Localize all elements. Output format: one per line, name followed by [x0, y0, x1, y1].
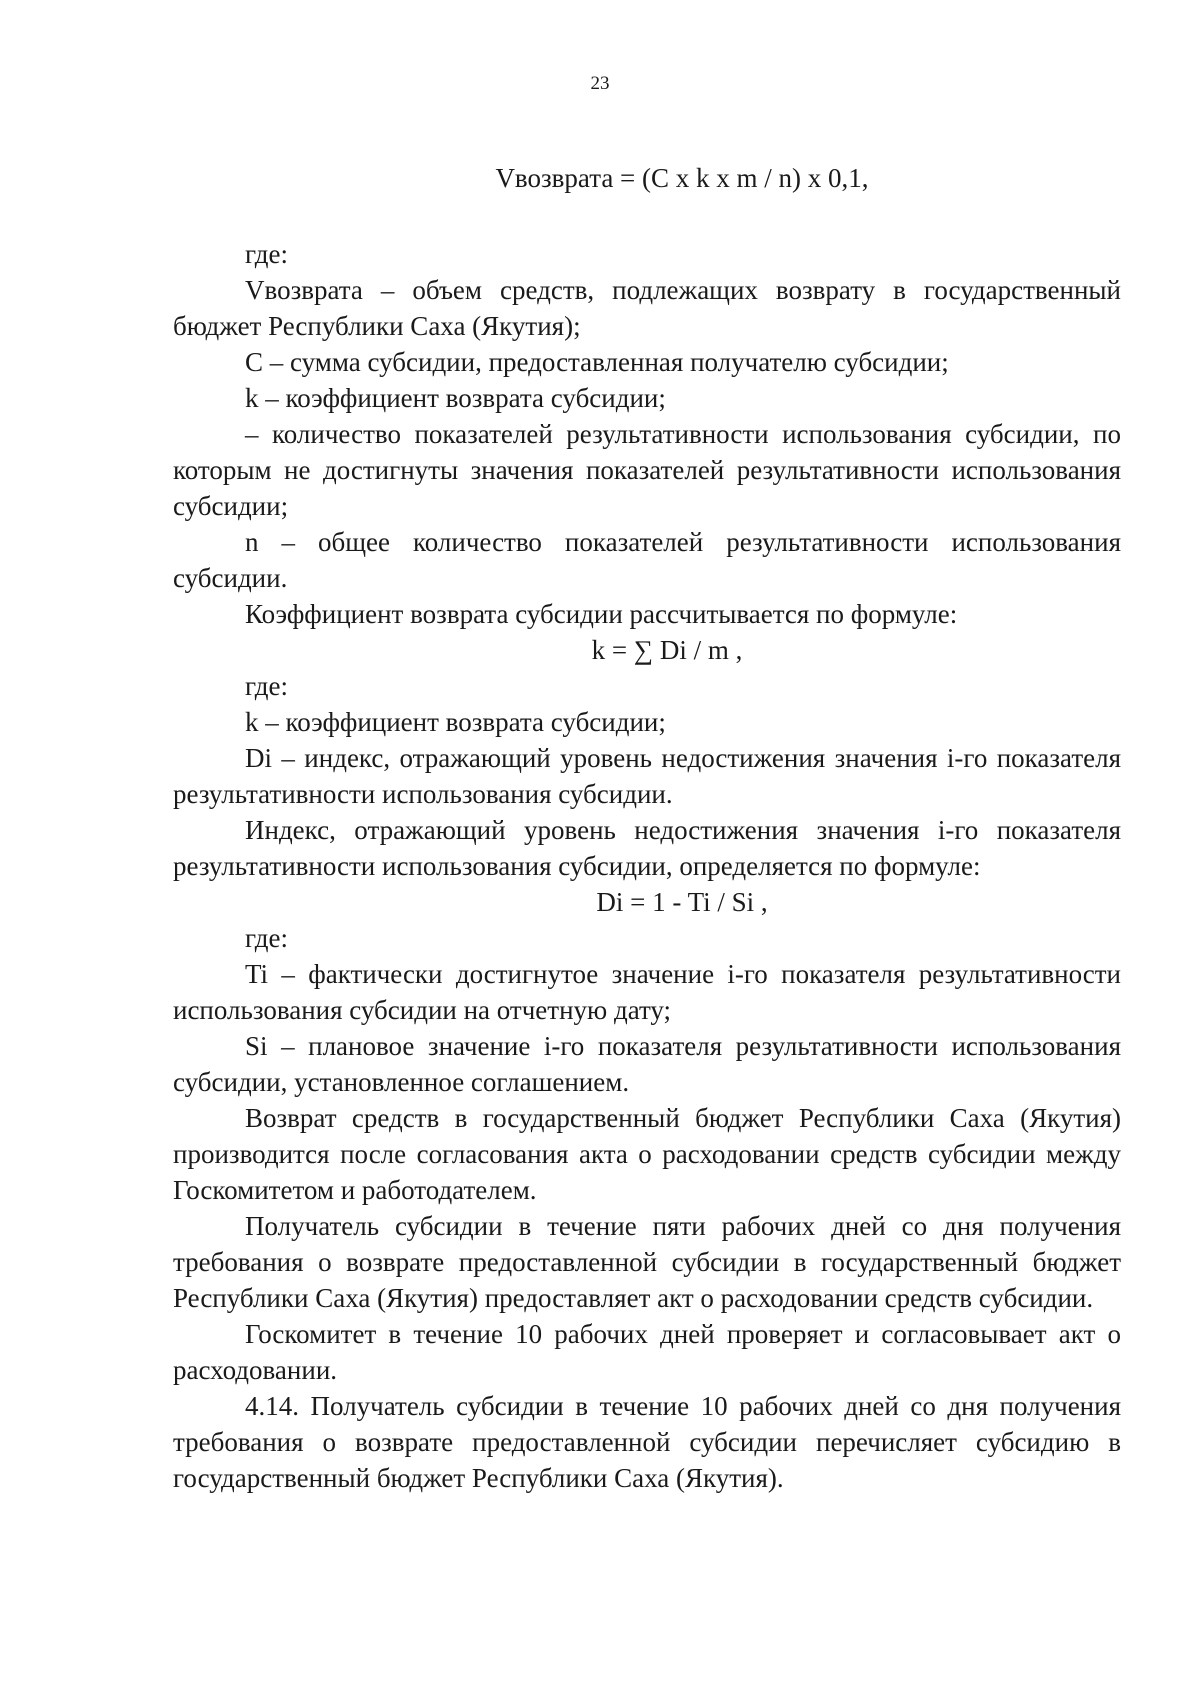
definition-m: – количество показателей результативности использования субсидии, по которым не достигнуты значения показателей результативности использования субсидии;: [173, 419, 1121, 521]
where-label: где:: [245, 239, 288, 269]
act-submission-paragraph: Получатель субсидии в течение пяти рабочих дней со дня получения требования о возврате предоставленной субсидии в государственный бюджет Республики Саха (Якутия) предоставляет акт о расходовании средств субсидии.: [173, 1211, 1121, 1313]
return-procedure-paragraph: Возврат средств в государственный бюджет Республики Саха (Якутия) производится после согласования акта о расходовании средств субсидии между Госкомитетом и работодателем.: [173, 1103, 1121, 1205]
where-label: где:: [245, 923, 288, 953]
definition-di: Di – индекс, отражающий уровень недостижения значения i-го показателя результативности использования субсидии.: [173, 743, 1121, 809]
act-verification-paragraph: Госкомитет в течение 10 рабочих дней проверяет и согласовывает акт о расходовании.: [173, 1319, 1121, 1385]
formula-return-volume: Vвозврата = (C x k x m / n) x 0,1,: [495, 163, 869, 193]
definition-n: n – общее количество показателей результативности использования субсидии.: [173, 527, 1121, 593]
definition-k: k – коэффициент возврата субсидии;: [245, 383, 666, 413]
definition-v-return: Vвозврата – объем средств, подлежащих возврату в государственный бюджет Республики Саха (Якутия);: [173, 275, 1121, 341]
formula-index: Di = 1 - Ti / Si ,: [596, 887, 768, 917]
index-intro: Индекс, отражающий уровень недостижения значения i-го показателя результативности использования субсидии, определяется по формуле:: [173, 815, 1121, 881]
page-number: 23: [590, 73, 610, 94]
definition-k-2: k – коэффициент возврата субсидии;: [245, 707, 666, 737]
coefficient-intro: Коэффициент возврата субсидии рассчитывается по формуле:: [245, 599, 958, 629]
definition-si: Si – плановое значение i-го показателя результативности использования субсидии, установленное соглашением.: [173, 1031, 1121, 1097]
clause-4-14: 4.14. Получатель субсидии в течение 10 рабочих дней со дня получения требования о возврате предоставленной субсидии перечисляет субсидию в государственный бюджет Республики Саха (Якутия).: [173, 1391, 1121, 1493]
definition-c: C – сумма субсидии, предоставленная получателю субсидии;: [245, 347, 949, 377]
definition-ti: Ti – фактически достигнутое значение i-го показателя результативности использования субсидии на отчетную дату;: [173, 959, 1121, 1025]
formula-coefficient: k = ∑ Di / m ,: [591, 635, 743, 665]
where-label: где:: [245, 671, 288, 701]
document-body: [173, 160, 1121, 1496]
